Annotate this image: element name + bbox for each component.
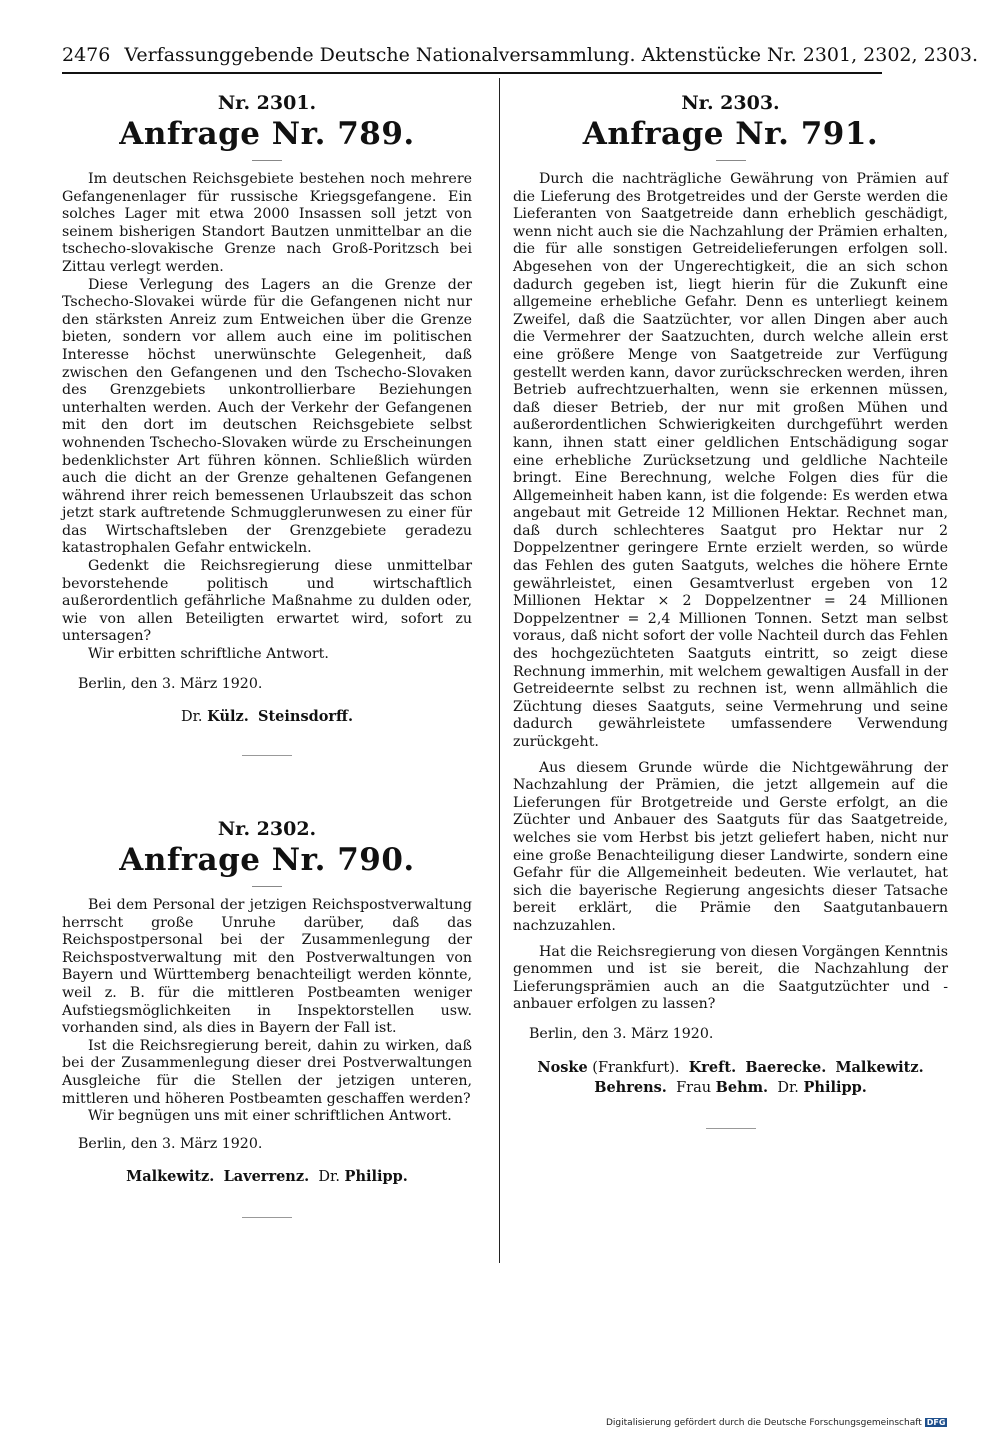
signature-name: Philipp.: [344, 1168, 408, 1186]
paragraph: Hat die Reichsregierung von diesen Vorgängen Kenntnis genommen und ist sie bereit, die Nachzahlung der Lieferungsprämien auch an die Saatgutzüchter und -anbauer erfolgen zu lassen?: [513, 943, 948, 1013]
signature-prefix: Dr.: [318, 1169, 345, 1186]
title-rule: [716, 160, 746, 161]
signature-name: Malkewitz.: [126, 1168, 215, 1186]
document-number: Nr. 2303.: [681, 92, 780, 114]
signature-name: Kreft.: [688, 1058, 737, 1076]
signature-name: Baerecke.: [745, 1058, 827, 1076]
separator: [706, 1128, 756, 1129]
signature-prefix: Dr.: [777, 1079, 804, 1096]
page-header: [62, 44, 978, 66]
signature-line: [62, 1167, 472, 1187]
running-title: Verfassunggebende Deutsche Nationalversammlung. Aktenstücke Nr. 2301, 2302, 2303.: [124, 44, 978, 66]
signature-suffix: (Frankfurt).: [587, 1059, 680, 1076]
signature-prefix: Dr.: [180, 709, 208, 726]
signature-name: Steinsdorff.: [258, 708, 354, 726]
signature-prefix: Frau: [676, 1079, 716, 1096]
separator: [242, 1217, 292, 1218]
page-number: 2476: [62, 44, 111, 66]
signature-name: Noske: [537, 1058, 588, 1076]
date-line: Berlin, den 3. März 1920.: [78, 1135, 263, 1152]
inquiry-title: Anfrage Nr. 790.: [119, 842, 415, 878]
credit-text: Digitalisierung gefördert durch die Deutsche Forschungsgemeinschaft: [606, 1418, 922, 1428]
inquiry-title: Anfrage Nr. 789.: [119, 116, 415, 152]
signature-name: Behm.: [715, 1078, 769, 1096]
inquiry-title: Anfrage Nr. 791.: [582, 116, 879, 152]
paragraph: Aus diesem Grunde würde die Nichtgewährung der Nachzahlung der Prämien, die jetzt allgemein auf die Lieferungen für Brotgetreide und Gerste erfolgt, an die Züchter und Anbauer des Saatguts für das Saatgetreide, welches sie vom Herbst bis jetzt geliefert haben, nicht nur eine große Benachteiligung dieser Landwirte, sondern eine Gefahr für die Allgemeinheit bedeuten. Wie verlautet, hat sich die bayerische Regierung angesichts dieser Tatsache bereit erklärt, die Prämie den Saatgutanbauern nachzuzahlen.: [513, 759, 948, 934]
document-2301: [62, 92, 472, 756]
signature-line: [513, 1058, 948, 1078]
paragraph: Wir erbitten schriftliche Antwort.: [88, 646, 329, 663]
paragraph: Wir begnügen uns mit einer schriftlichen Antwort.: [88, 1108, 452, 1125]
date-line: Berlin, den 3. März 1920.: [78, 675, 263, 692]
document-number: Nr. 2302.: [217, 818, 317, 840]
paragraph: Im deutschen Reichsgebiete bestehen noch mehrere Gefangenenlager für russische Kriegsgefangene. Ein solches Lager mit etwa 2000 Insassen soll jetzt von seinem bisherigen Standort Bautzen unmittelbar an die tschecho-slovakische Grenze nach Groß-Poritzsch bei Zittau verlegt werden.: [62, 171, 472, 275]
document-2303: [513, 92, 948, 1129]
signature-name: Malkewitz.: [835, 1058, 924, 1076]
signature-name: Behrens.: [594, 1078, 667, 1096]
paragraph: Durch die nachträgliche Gewährung von Prämien auf die Lieferung des Brotgetreides und der Gerste werden die Lieferanten von Saatgetreide dann erheblich geschädigt, wenn nicht auch sie die Nachzahlung der Prämien erhalten, die für alle sonstigen Getreidelieferungen erfolgen soll. Abgesehen von der Ungerechtigkeit, die an sich schon dadurch gegeben ist, liegt hierin für die Zukunft eine allgemeine erhebliche Gefahr. Denn es unterliegt keinem Zweifel, daß die Saatzüchter, vor allen Dingen aber auch die Vermehrer der Saatzuchten, durch welche allein erst eine größere Menge von Saatgetreide zur Verfügung gestellt werden kann, davor zurückschrecken werden, ihren Betrieb aufrechtzuerhalten, wenn sie erkennen müssen, daß dieser Betrieb, der nur mit großen Mühen und außerordentlichen Schwierigkeiten durchgeführt werden kann, ihnen statt einer geldlichen Entschädigung sogar eine erhebliche Zurücksetzung und geldliche Nachteile bringt. Eine Berechnung, welche Folgen dies für die Allgemeinheit haben kann, ist die folgende: Es werden etwa angebaut mit Getreide 12 Millionen Hektar. Rechnet man, daß durch schlechteres Saatgut pro Hektar nur 2 Doppelzentner geringere Ernte erzielt werden, so würde das Fehlen des guten Saatguts, welches die höhere Ernte gewährleistet, einen Gesamtverlust ergeben von 12 Millionen Hektar × 2 Doppelzentner = 24 Millionen Doppelzentner = 2,4 Millionen Tonnen. Setzt man selbst voraus, daß nicht sofort der volle Nachteil durch das Fehlen des hochgezüchteten Saatguts eintritt, so zeigt diese Rechnung immerhin, mit welchem gewaltigen Ausfall in der Getreideernte selbst zu rechnen ist, wenn allmählich die Züchtung dieses Saatguts, seine Vermehrung und seine dadurch gewährleistete umfassendere Verwendung zurückgeht.: [513, 171, 948, 750]
separator: [242, 755, 292, 756]
paragraph: Gedenkt die Reichsregierung diese unmittelbar bevorstehende politisch und wirtschaftlich außerordentlich gefährliche Maßnahme zu dulden oder, wie von allen Beteiligten erwartet wird, sofort zu untersagen?: [62, 558, 472, 645]
column-divider: [499, 78, 500, 1263]
paragraph: Bei dem Personal der jetzigen Reichspostverwaltung herrscht große Unruhe darüber, daß das Reichspostpersonal bei der Zusammenlegung der Reichspostverwaltung mit den Postverwaltungen von Bayern und Württemberg benachteiligt werden könnte, weil z. B. für die mittleren Postbeamten weniger Aufstiegsmöglichkeiten in Inspektorstellen usw. vorhanden sind, als dies in Bayern der Fall ist.: [62, 897, 472, 1037]
signature-line: [513, 1078, 948, 1098]
dfg-logo: DFG: [926, 1418, 946, 1427]
digitization-credit: [606, 1418, 947, 1428]
title-rule: [252, 886, 282, 887]
title-rule: [252, 160, 282, 161]
signature-name: Külz.: [207, 708, 249, 726]
date-line: Berlin, den 3. März 1920.: [529, 1025, 714, 1042]
paragraph: Ist die Reichsregierung bereit, dahin zu wirken, daß bei der Zusammenlegung dieser drei Postverwaltungen Ausgleiche für die Stellen der jetzigen unteren, mittleren und höheren Postbeamten geschaffen werden?: [62, 1037, 472, 1107]
document-2302: [62, 818, 472, 1218]
signature-name: Philipp.: [803, 1078, 867, 1096]
signature-line: [62, 707, 472, 727]
signature-name: Laverrenz.: [223, 1168, 310, 1186]
document-number: Nr. 2301.: [217, 92, 317, 114]
header-rule: [62, 72, 882, 74]
paragraph: Diese Verlegung des Lagers an die Grenze der Tschecho-Slovakei würde für die Gefangenen nicht nur den stärksten Anreiz zum Entweichen über die Grenze bieten, sondern vor allem auch eine im politischen Interesse höchst unerwünschte Gelegenheit, daß zwischen den Gefangenen und den Tschecho-Slovaken des Grenzgebiets unkontrollierbare Beziehungen unterhalten werden. Auch der Verkehr der Gefangenen mit den dort im deutschen Reichsgebiete selbst wohnenden Tschecho-Slovaken würde zu Erscheinungen bedenklichster Art führen können. Schließlich würden auch die dicht an der Grenze gehaltenen Gefangenen während ihrer reich bemessenen Urlaubszeit das schon jetzt stark auftretende Schmugglerunwesen zu einer für das Wirtschaftsleben der Grenzgebiete geradezu katastrophalen Gefahr entwickeln.: [62, 276, 472, 557]
